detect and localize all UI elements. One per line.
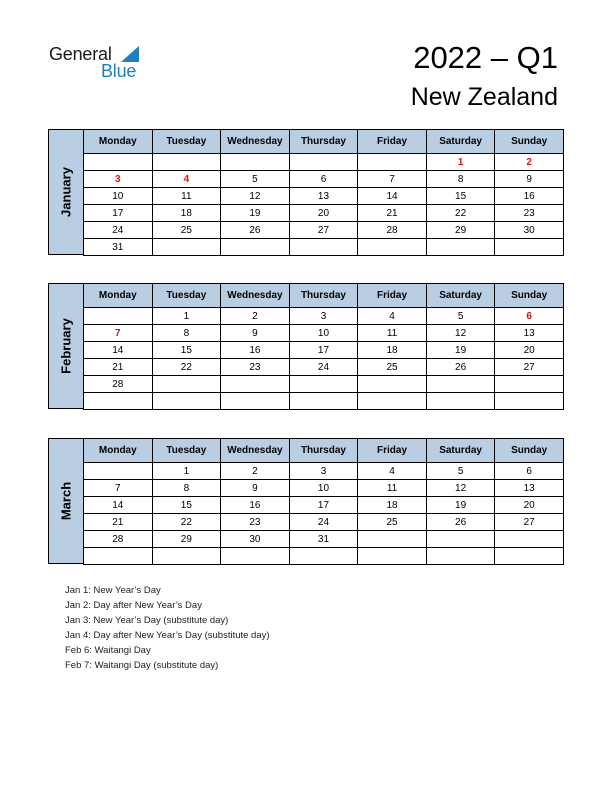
empty-day-cell xyxy=(221,154,290,171)
day-cell: 7 xyxy=(84,325,153,342)
day-cell: 3 xyxy=(289,308,358,325)
day-cell: 8 xyxy=(152,480,221,497)
empty-day-cell xyxy=(152,239,221,256)
day-cell: 31 xyxy=(84,239,153,256)
day-cell: 12 xyxy=(221,188,290,205)
day-cell: 24 xyxy=(289,359,358,376)
day-cell: 24 xyxy=(84,222,153,239)
empty-day-cell xyxy=(426,548,495,565)
day-cell: 10 xyxy=(289,480,358,497)
weekday-header: Sunday xyxy=(495,130,564,154)
day-cell: 22 xyxy=(152,514,221,531)
day-cell: 14 xyxy=(84,342,153,359)
empty-day-cell xyxy=(289,548,358,565)
day-cell: 20 xyxy=(495,497,564,514)
empty-day-cell xyxy=(358,548,427,565)
day-cell: 25 xyxy=(358,514,427,531)
week-row xyxy=(84,359,564,376)
day-cell: 18 xyxy=(358,342,427,359)
weekday-header: Wednesday xyxy=(221,130,290,154)
day-cell: 4 xyxy=(152,171,221,188)
empty-day-cell xyxy=(358,239,427,256)
day-cell: 10 xyxy=(84,188,153,205)
weekday-header: Saturday xyxy=(426,130,495,154)
weekday-header: Thursday xyxy=(289,284,358,308)
weekday-header: Friday xyxy=(358,439,427,463)
day-cell: 24 xyxy=(289,514,358,531)
day-cell: 10 xyxy=(289,325,358,342)
logo-word-blue: Blue xyxy=(101,61,137,81)
day-cell: 20 xyxy=(495,342,564,359)
month-calendar-january xyxy=(48,129,564,255)
day-cell: 5 xyxy=(221,171,290,188)
day-cell: 15 xyxy=(152,497,221,514)
weekday-header: Saturday xyxy=(426,439,495,463)
day-cell: 28 xyxy=(358,222,427,239)
day-cell: 18 xyxy=(152,205,221,222)
empty-day-cell xyxy=(426,531,495,548)
empty-day-cell xyxy=(495,239,564,256)
logo-word-general: General xyxy=(49,44,112,64)
day-cell: 30 xyxy=(221,531,290,548)
day-cell: 14 xyxy=(358,188,427,205)
holiday-notes xyxy=(65,583,270,673)
day-cell: 15 xyxy=(426,188,495,205)
day-cell: 13 xyxy=(495,480,564,497)
empty-day-cell xyxy=(84,154,153,171)
empty-day-cell xyxy=(495,531,564,548)
day-cell: 23 xyxy=(221,359,290,376)
weekday-header: Wednesday xyxy=(221,439,290,463)
day-cell: 12 xyxy=(426,325,495,342)
week-row xyxy=(84,463,564,480)
weekday-header: Tuesday xyxy=(152,439,221,463)
day-cell: 22 xyxy=(426,205,495,222)
day-cell: 26 xyxy=(221,222,290,239)
day-cell: 2 xyxy=(221,463,290,480)
month-calendar-february xyxy=(48,283,564,409)
empty-day-cell xyxy=(152,548,221,565)
empty-day-cell xyxy=(152,376,221,393)
week-row xyxy=(84,154,564,171)
empty-day-cell xyxy=(289,154,358,171)
week-row xyxy=(84,308,564,325)
holiday-note: Jan 3: New Year’s Day (substitute day) xyxy=(65,615,229,626)
empty-day-cell xyxy=(84,548,153,565)
week-row xyxy=(84,497,564,514)
week-row xyxy=(84,325,564,342)
day-cell: 6 xyxy=(289,171,358,188)
empty-day-cell xyxy=(495,376,564,393)
empty-day-cell xyxy=(221,239,290,256)
month-label-panel xyxy=(48,129,84,255)
day-cell: 14 xyxy=(84,497,153,514)
empty-day-cell xyxy=(84,463,153,480)
day-cell: 2 xyxy=(495,154,564,171)
day-cell: 9 xyxy=(221,480,290,497)
weekday-header-row xyxy=(84,439,564,463)
empty-day-cell xyxy=(358,376,427,393)
empty-day-cell xyxy=(358,531,427,548)
empty-day-cell xyxy=(289,376,358,393)
day-cell: 4 xyxy=(358,463,427,480)
empty-day-cell xyxy=(152,154,221,171)
weekday-header: Saturday xyxy=(426,284,495,308)
day-cell: 7 xyxy=(84,480,153,497)
weekday-header: Sunday xyxy=(495,439,564,463)
day-cell: 30 xyxy=(495,222,564,239)
day-cell: 19 xyxy=(426,342,495,359)
week-row xyxy=(84,480,564,497)
day-cell: 28 xyxy=(84,531,153,548)
general-blue-logo xyxy=(49,44,159,84)
week-row xyxy=(84,393,564,410)
day-cell: 7 xyxy=(358,171,427,188)
weekday-header: Thursday xyxy=(289,130,358,154)
day-cell: 17 xyxy=(84,205,153,222)
day-cell: 29 xyxy=(426,222,495,239)
holiday-note: Feb 6: Waitangi Day xyxy=(65,645,151,656)
day-cell: 3 xyxy=(84,171,153,188)
weekday-header: Thursday xyxy=(289,439,358,463)
day-cell: 15 xyxy=(152,342,221,359)
day-cell: 16 xyxy=(221,342,290,359)
week-row xyxy=(84,548,564,565)
weekday-header-row xyxy=(84,284,564,308)
day-cell: 11 xyxy=(358,480,427,497)
empty-day-cell xyxy=(495,393,564,410)
empty-day-cell xyxy=(221,376,290,393)
day-cell: 6 xyxy=(495,308,564,325)
day-cell: 8 xyxy=(426,171,495,188)
empty-day-cell xyxy=(358,393,427,410)
weekday-header-row xyxy=(84,130,564,154)
month-label-panel xyxy=(48,283,84,409)
day-cell: 1 xyxy=(152,463,221,480)
day-cell: 27 xyxy=(495,514,564,531)
day-cell: 5 xyxy=(426,308,495,325)
week-row xyxy=(84,205,564,222)
week-row xyxy=(84,514,564,531)
day-cell: 17 xyxy=(289,342,358,359)
calendar-table xyxy=(83,438,564,565)
day-cell: 9 xyxy=(221,325,290,342)
day-cell: 11 xyxy=(358,325,427,342)
week-row xyxy=(84,222,564,239)
month-name: March xyxy=(58,481,74,521)
day-cell: 27 xyxy=(495,359,564,376)
day-cell: 22 xyxy=(152,359,221,376)
day-cell: 23 xyxy=(495,205,564,222)
holiday-note: Feb 7: Waitangi Day (substitute day) xyxy=(65,660,219,671)
empty-day-cell xyxy=(426,376,495,393)
day-cell: 28 xyxy=(84,376,153,393)
day-cell: 2 xyxy=(221,308,290,325)
empty-day-cell xyxy=(426,239,495,256)
day-cell: 25 xyxy=(152,222,221,239)
day-cell: 4 xyxy=(358,308,427,325)
month-name: February xyxy=(58,318,74,374)
day-cell: 6 xyxy=(495,463,564,480)
day-cell: 13 xyxy=(495,325,564,342)
day-cell: 21 xyxy=(84,359,153,376)
empty-day-cell xyxy=(358,154,427,171)
calendar-table xyxy=(83,129,564,256)
empty-day-cell xyxy=(289,239,358,256)
day-cell: 9 xyxy=(495,171,564,188)
empty-day-cell xyxy=(221,548,290,565)
week-row xyxy=(84,376,564,393)
day-cell: 1 xyxy=(152,308,221,325)
day-cell: 23 xyxy=(221,514,290,531)
day-cell: 19 xyxy=(426,497,495,514)
weekday-header: Monday xyxy=(84,130,153,154)
day-cell: 21 xyxy=(358,205,427,222)
day-cell: 20 xyxy=(289,205,358,222)
calendar-table xyxy=(83,283,564,410)
day-cell: 16 xyxy=(221,497,290,514)
day-cell: 16 xyxy=(495,188,564,205)
empty-day-cell xyxy=(221,393,290,410)
weekday-header: Monday xyxy=(84,284,153,308)
weekday-header: Sunday xyxy=(495,284,564,308)
weekday-header: Tuesday xyxy=(152,284,221,308)
day-cell: 27 xyxy=(289,222,358,239)
holiday-note: Jan 2: Day after New Year’s Day xyxy=(65,600,202,611)
day-cell: 5 xyxy=(426,463,495,480)
day-cell: 11 xyxy=(152,188,221,205)
weekday-header: Tuesday xyxy=(152,130,221,154)
day-cell: 25 xyxy=(358,359,427,376)
month-label-panel xyxy=(48,438,84,564)
day-cell: 13 xyxy=(289,188,358,205)
empty-day-cell xyxy=(84,393,153,410)
week-row xyxy=(84,239,564,256)
weekday-header: Friday xyxy=(358,130,427,154)
day-cell: 17 xyxy=(289,497,358,514)
week-row xyxy=(84,342,564,359)
page-title: 2022 – Q1 xyxy=(413,40,558,75)
empty-day-cell xyxy=(152,393,221,410)
month-name: January xyxy=(58,167,74,217)
weekday-header: Monday xyxy=(84,439,153,463)
holiday-note: Jan 4: Day after New Year’s Day (substitute day) xyxy=(65,630,270,641)
day-cell: 12 xyxy=(426,480,495,497)
day-cell: 3 xyxy=(289,463,358,480)
day-cell: 31 xyxy=(289,531,358,548)
week-row xyxy=(84,531,564,548)
weekday-header: Wednesday xyxy=(221,284,290,308)
logo-triangle-icon xyxy=(121,46,139,62)
empty-day-cell xyxy=(426,393,495,410)
day-cell: 1 xyxy=(426,154,495,171)
empty-day-cell xyxy=(495,548,564,565)
day-cell: 19 xyxy=(221,205,290,222)
day-cell: 21 xyxy=(84,514,153,531)
empty-day-cell xyxy=(84,308,153,325)
day-cell: 26 xyxy=(426,514,495,531)
week-row xyxy=(84,188,564,205)
day-cell: 29 xyxy=(152,531,221,548)
holiday-note: Jan 1: New Year’s Day xyxy=(65,585,161,596)
day-cell: 26 xyxy=(426,359,495,376)
empty-day-cell xyxy=(289,393,358,410)
day-cell: 8 xyxy=(152,325,221,342)
day-cell: 18 xyxy=(358,497,427,514)
weekday-header: Friday xyxy=(358,284,427,308)
week-row xyxy=(84,171,564,188)
country-name: New Zealand xyxy=(410,83,558,111)
month-calendar-march xyxy=(48,438,564,564)
